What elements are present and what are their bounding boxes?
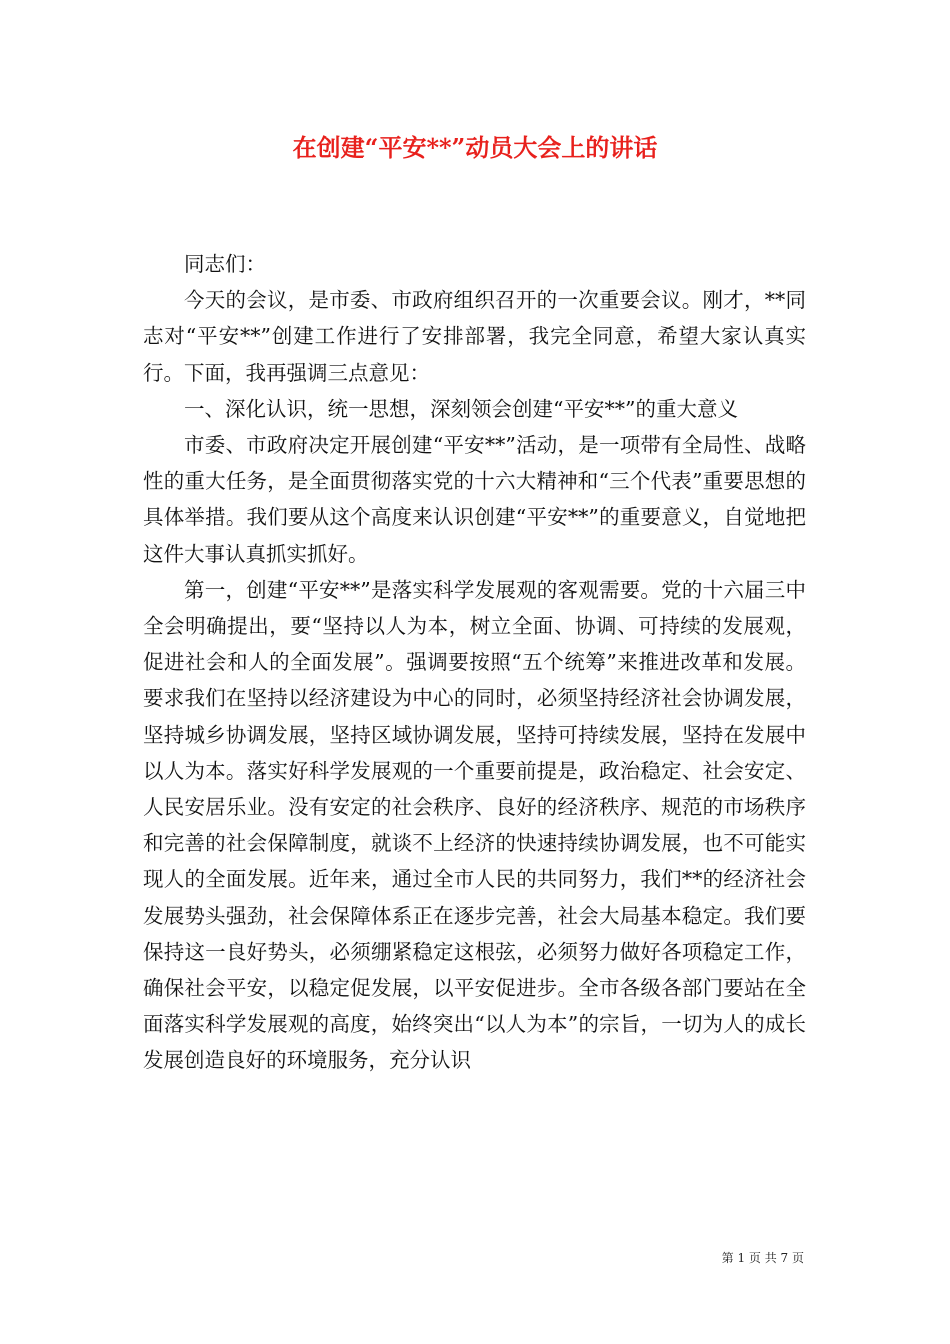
- body-paragraph: 第一，创建“平安**”是落实科学发展观的客观需要。党的十六届三中全会明确提出，要“坚持以人为本，树立全面、协调、可持续的发展观，促进社会和人的全面发展”。强调要按照“五个统筹”来推进改革和发展。要求我们在坚持以经济建设为中心的同时，必须坚持经济社会协调发展，坚持城乡协调发展，坚持区域协调发展，坚持可持续发展，坚持在发展中以人为本。落实好科学发展观的一个重要前提是，政治稳定、社会安定、人民安居乐业。没有安定的社会秩序、良好的经济秩序、规范的市场秩序和完善的社会保障制度，就谈不上经济的快速持续协调发展，也不可能实现人的全面发展。近年来，通过全市人民的共同努力，我们**的经济社会发展势头强劲，社会保障体系正在逐步完善，社会大局基本稳定。我们要保持这一良好势头，必须绷紧稳定这根弦，必须努力做好各项稳定工作，确保社会平安，以稳定促发展，以平安促进步。全市各级各部门要站在全面落实科学发展观的高度，始终突出“以人为本”的宗旨，一切为人的成长发展创造良好的环境服务，充分认识: [143, 577, 806, 1073]
- document-title: 在创建“平安**”动员大会上的讲话: [292, 133, 658, 162]
- document-body: [143, 246, 806, 1079]
- page-number-label: 第 1 页 共 7 页: [721, 1251, 804, 1265]
- body-paragraph: 市委、市政府决定开展创建“平安**”活动，是一项带有全局性、战略性的重大任务，是全面贯彻落实党的十六大精神和“三个代表”重要思想的具体举措。我们要从这个高度来认识创建“平安**”的重要意义，自觉地把这件大事认真抓实抓好。: [143, 433, 806, 566]
- page-number-footer: [722, 1249, 804, 1266]
- intro-paragraph: 今天的会议，是市委、市政府组织召开的一次重要会议。刚才，**同志对“平安**”创建工作进行了安排部署，我完全同意，希望大家认真实行。下面，我再强调三点意见：: [143, 288, 806, 385]
- salutation-paragraph: 同志们：: [184, 252, 266, 276]
- section-heading: 一、深化认识，统一思想，深刻领会创建“平安**”的重大意义: [184, 396, 738, 421]
